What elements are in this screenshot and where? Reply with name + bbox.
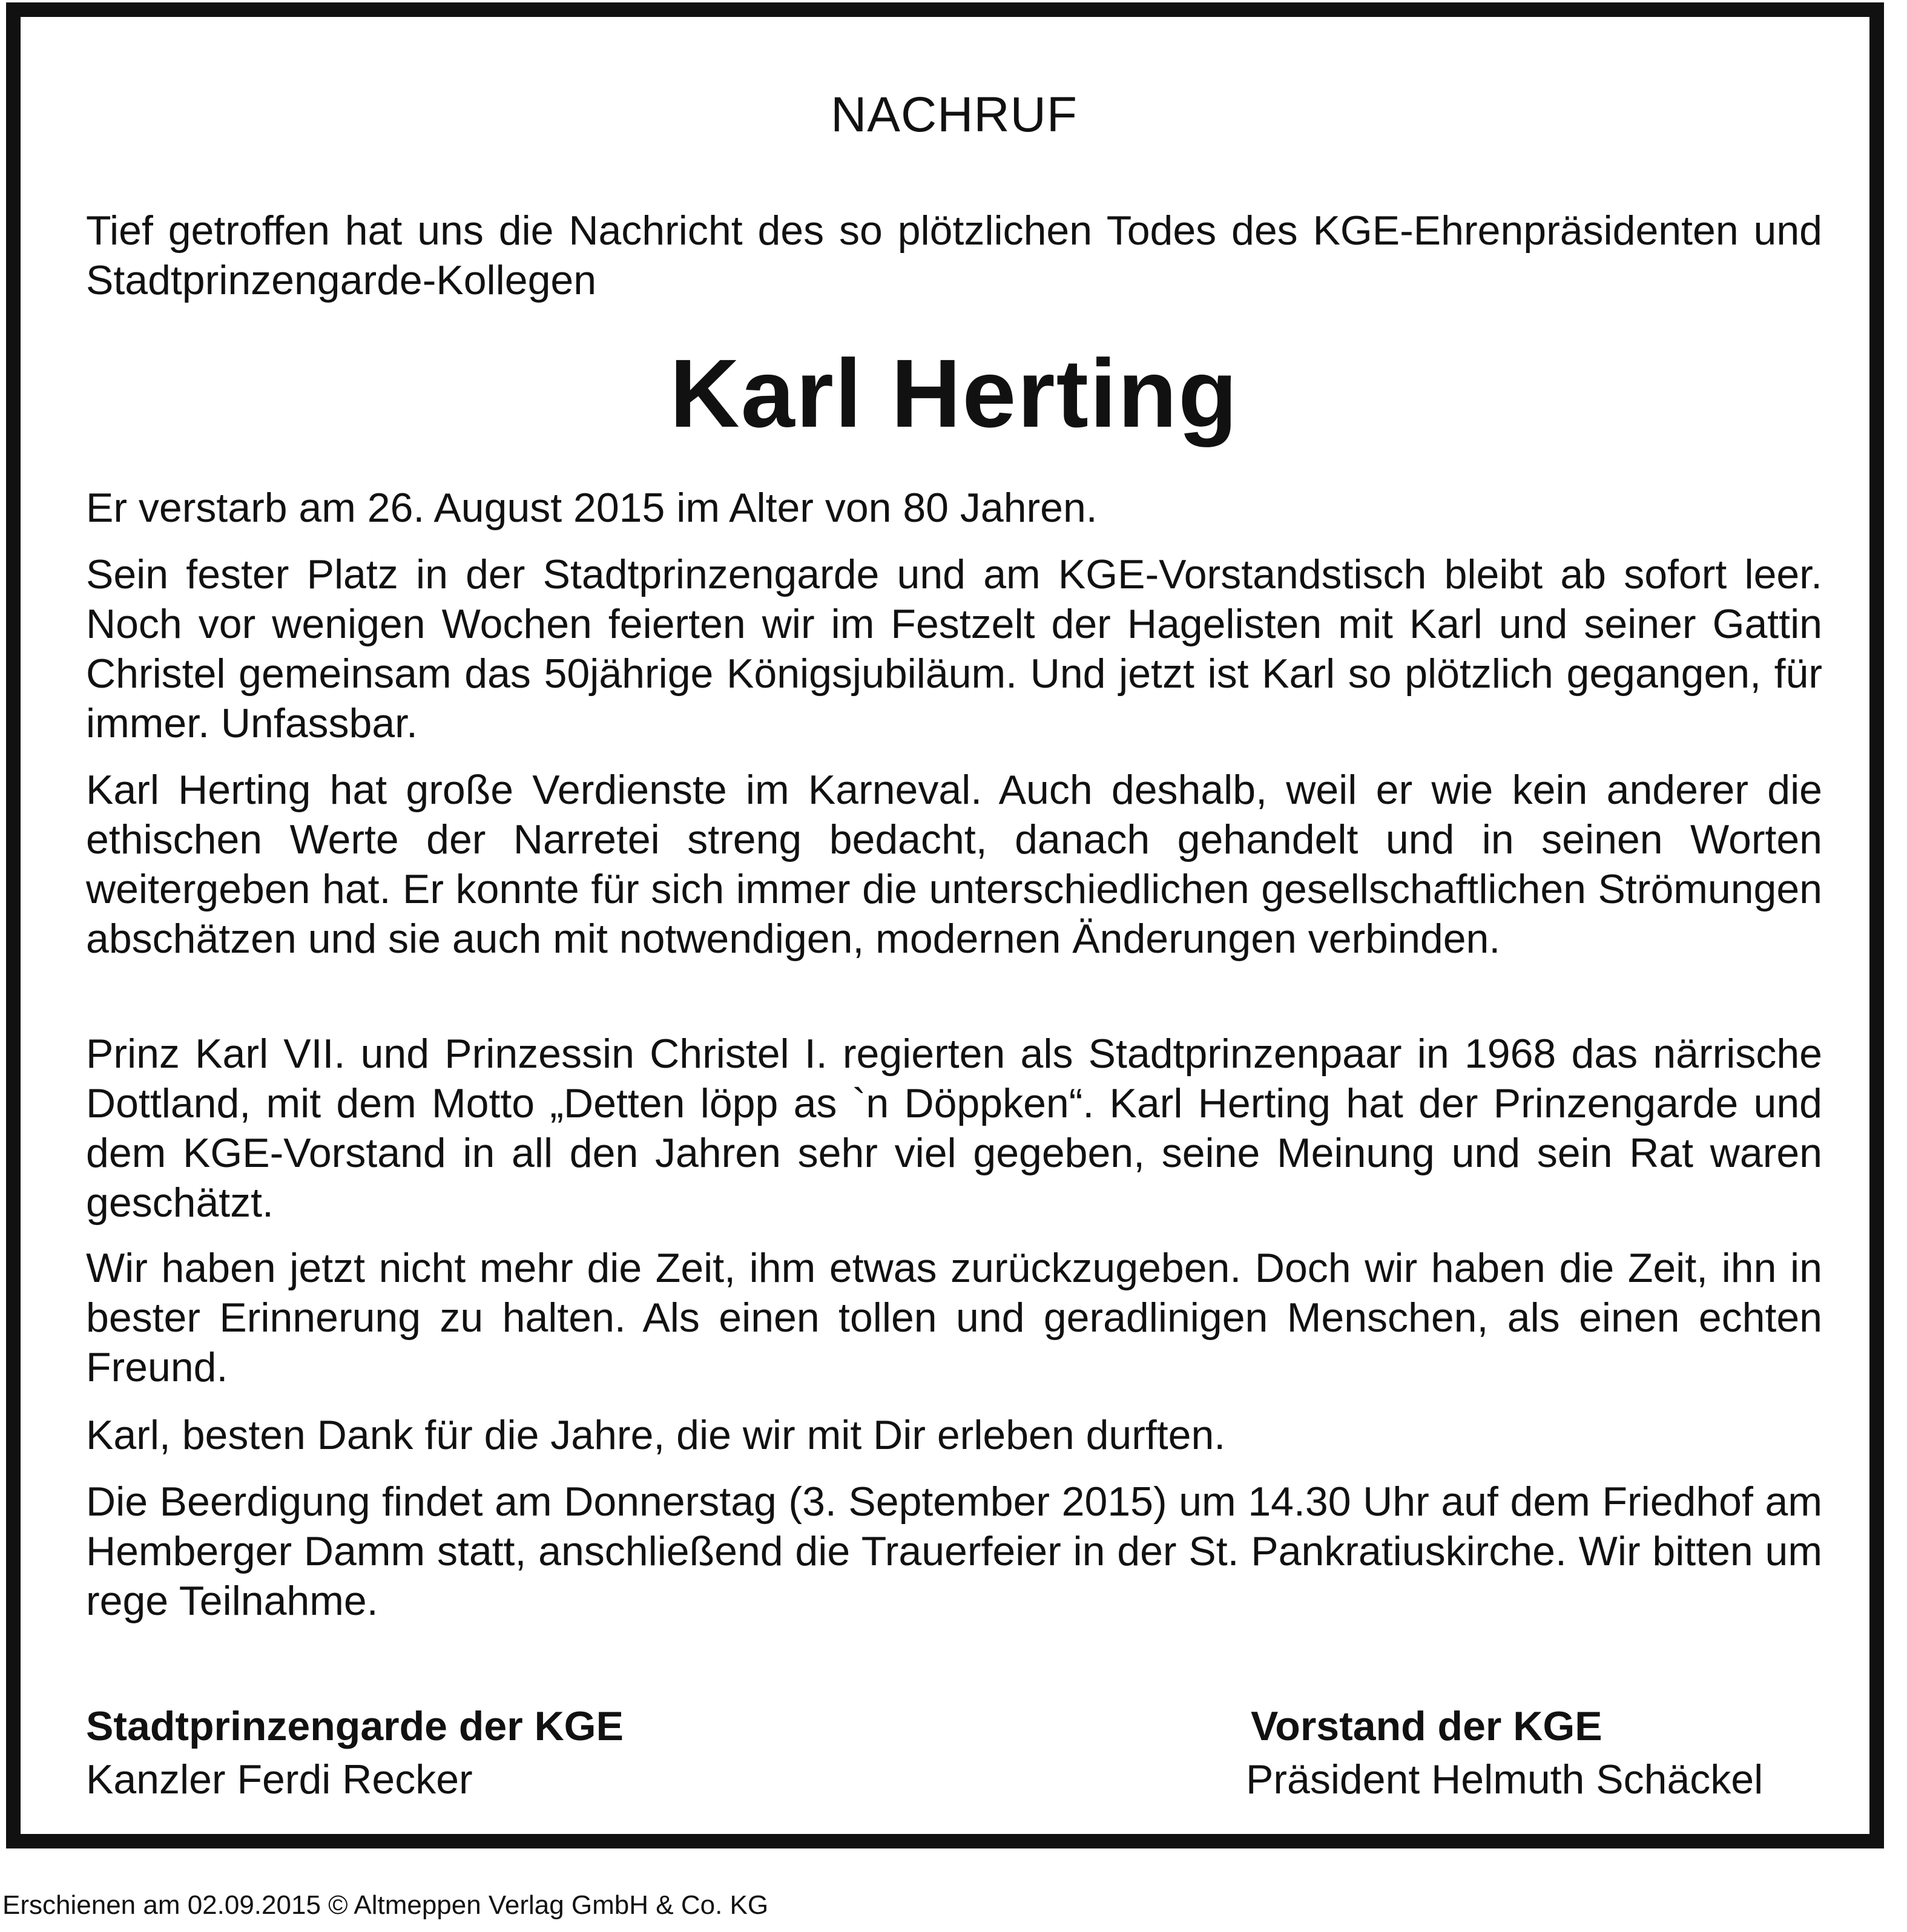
publication-footer: Erschienen am 02.09.2015 © Altmeppen Verlag GmbH & Co. KG [2, 1890, 769, 1920]
signature-right [1246, 1700, 1763, 1806]
paragraph-death-date: Er verstarb am 26. August 2015 im Alter von 80 Jahren. [86, 485, 1098, 531]
signature-right-org: Vorstand der KGE [1251, 1703, 1602, 1749]
paragraph-funeral: Die Beerdigung findet am Donnerstag (3. September 2015) um 14.30 Uhr auf dem Friedhof am Hemberger Damm statt, anschließend die Trauerfeier in der St. Pankratiuskirche. Wir bitten um rege Teilnahme. [86, 1479, 1822, 1624]
paragraph-merits: Karl Herting hat große Verdienste im Karneval. Auch deshalb, weil er wie kein anderer die ethischen Werte der Narretei streng bedacht, danach gehandelt und in seinen Worten weitergeben hat. Er konnte für sich immer die unterschiedlichen gesellschaftlichen Strömungen abschätzen und sie auch mit notwendigen, modernen Änderungen verbinden. [86, 767, 1822, 962]
paragraph-thanks: Karl, besten Dank für die Jahre, die wir mit Dir erleben durften. [86, 1412, 1226, 1458]
signature-left [86, 1700, 624, 1806]
signature-left-org: Stadtprinzengarde der KGE [86, 1703, 624, 1749]
paragraph-prince-couple: Prinz Karl VII. und Prinzessin Christel I. regierten als Stadtprinzenpaar in 1968 das närrische Dottland, mit dem Motto „Detten löpp as `n Döppken“. Karl Herting hat der Prinzengarde und dem KGE-Vorstand in all den Jahren sehr viel gegeben, seine Meinung und sein Rat waren geschätzt. [86, 1031, 1822, 1226]
intro-paragraph: Tief getroffen hat uns die Nachricht des so plötzlichen Todes des KGE-Ehrenpräsidenten und Stadtprinzengarde-Kollegen [86, 208, 1822, 303]
notice-heading: NACHRUF [831, 87, 1078, 142]
paragraph-memory: Sein fester Platz in der Stadtprinzengarde und am KGE-Vorstandstisch bleibt ab sofort leer. Noch vor wenigen Wochen feierten wir im Festzelt der Hagelisten mit Karl und seiner Gattin Christel gemeinsam das 50jährige Königsjubiläum. Und jetzt ist Karl so plötzlich gegangen, für immer. Unfassbar. [86, 551, 1822, 746]
signature-left-person: Kanzler Ferdi Recker [86, 1756, 473, 1802]
signature-right-person: Präsident Helmuth Schäckel [1246, 1756, 1764, 1802]
deceased-name: Karl Herting [670, 339, 1239, 447]
paragraph-remembrance: Wir haben jetzt nicht mehr die Zeit, ihm etwas zurückzugeben. Doch wir haben die Zeit, ihn in bester Erinnerung zu halten. Als einen tollen und geradlinigen Menschen, als einen echten Freund. [86, 1245, 1822, 1390]
